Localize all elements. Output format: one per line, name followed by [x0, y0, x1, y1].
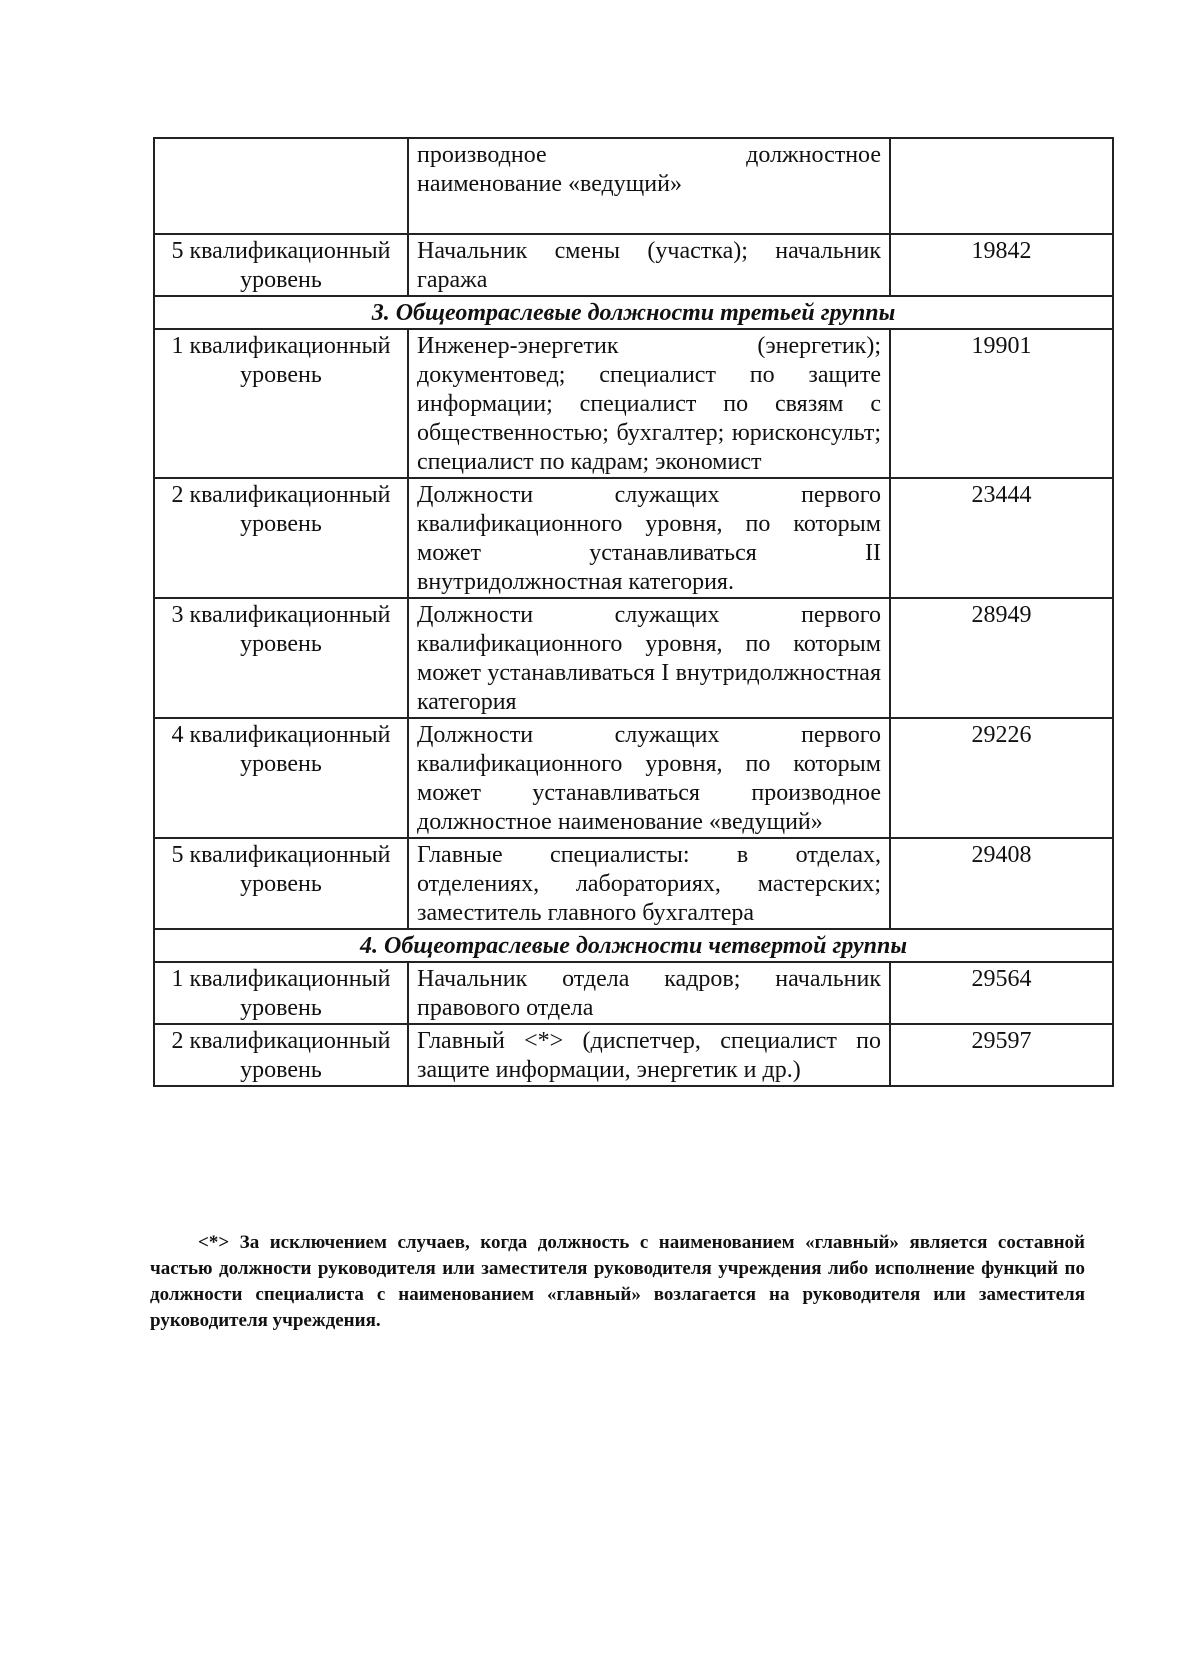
- table-row: [154, 962, 1113, 1024]
- level-cell: 1 квалификационный уровень: [154, 329, 408, 478]
- amount-cell: 19901: [890, 329, 1113, 478]
- description-cell: Начальник смены (участка); начальник гаража: [408, 234, 890, 296]
- salary-table: [153, 137, 1114, 1087]
- description-cell: Должности служащих первого квалификационного уровня, по которым может устанавливаться II внутридолжностная категория.: [408, 478, 890, 598]
- level-cell: 2 квалификационный уровень: [154, 478, 408, 598]
- table-row: [154, 718, 1113, 838]
- description-cell: Инженер-энергетик (энергетик); документовед; специалист по защите информации; специалист по связям с общественностью; бухгалтер; юрисконсульт; специалист по кадрам; экономист: [408, 329, 890, 478]
- table-row: [154, 138, 1113, 234]
- amount-cell: 23444: [890, 478, 1113, 598]
- amount-cell: 29408: [890, 838, 1113, 929]
- table-row: [154, 1024, 1113, 1086]
- level-cell: 5 квалификационный уровень: [154, 234, 408, 296]
- level-cell: 3 квалификационный уровень: [154, 598, 408, 718]
- table-row: [154, 598, 1113, 718]
- group-heading-row: [154, 296, 1113, 329]
- group-heading: 3. Общеотраслевые должности третьей группы: [154, 296, 1113, 329]
- table-row: [154, 329, 1113, 478]
- group-heading: 4. Общеотраслевые должности четвертой группы: [154, 929, 1113, 962]
- amount-cell: 29564: [890, 962, 1113, 1024]
- level-cell: 1 квалификационный уровень: [154, 962, 408, 1024]
- description-cell: Главные специалисты: в отделах, отделениях, лабораториях, мастерских; заместитель главного бухгалтера: [408, 838, 890, 929]
- level-cell: 4 квалификационный уровень: [154, 718, 408, 838]
- description-cell: [408, 138, 890, 234]
- description-cell: Главный <*> (диспетчер, специалист по защите информации, энергетик и др.): [408, 1024, 890, 1086]
- description-line: производное должностное: [417, 142, 881, 168]
- description-line: наименование «ведущий»: [417, 171, 682, 197]
- group-heading-row: [154, 929, 1113, 962]
- description-cell: Должности служащих первого квалификационного уровня, по которым может устанавливаться производное должностное наименование «ведущий»: [408, 718, 890, 838]
- level-cell: [154, 138, 408, 234]
- table-row: [154, 838, 1113, 929]
- amount-cell: 29597: [890, 1024, 1113, 1086]
- amount-cell: 28949: [890, 598, 1113, 718]
- amount-cell: [890, 138, 1113, 234]
- level-cell: 5 квалификационный уровень: [154, 838, 408, 929]
- table-row: [154, 478, 1113, 598]
- level-cell: 2 квалификационный уровень: [154, 1024, 408, 1086]
- description-cell: Начальник отдела кадров; начальник правового отдела: [408, 962, 890, 1024]
- description-cell: Должности служащих первого квалификационного уровня, по которым может устанавливаться I внутридолжностная категория: [408, 598, 890, 718]
- amount-cell: 19842: [890, 234, 1113, 296]
- table-row: [154, 234, 1113, 296]
- footnote: <*> За исключением случаев, когда должность с наименованием «главный» является составной частью должности руководителя или заместителя руководителя учреждения либо исполнение функций по должности специалиста с наименованием «главный» возлагается на руководителя или заместителя руководителя учреждения.: [150, 1232, 1085, 1331]
- amount-cell: 29226: [890, 718, 1113, 838]
